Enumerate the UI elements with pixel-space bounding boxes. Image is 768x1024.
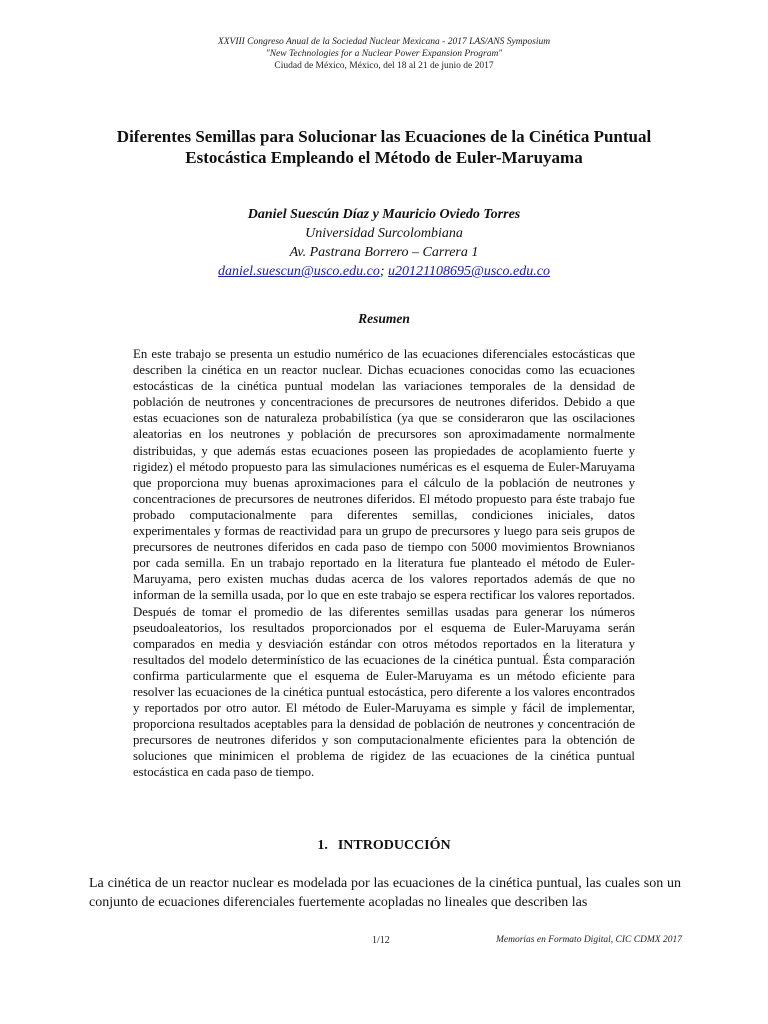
page-number: 1/12 [372,935,390,946]
author-block [60,205,708,281]
title-line-1: Diferentes Semillas para Solucionar las Ecuaciones de la Cinética Puntual [116,127,652,146]
paper-title [60,126,708,168]
author-address: Av. Pastrana Borrero – Carrera 1 [289,245,479,260]
author-affiliation: Universidad Surcolombiana [305,226,463,241]
section-title: INTRODUCCIÓN [337,838,451,853]
conference-location-date: Ciudad de México, México, del 18 al 21 de junio de 2017 [274,61,494,71]
email-separator: ; [379,264,385,279]
section-number: 1. [317,838,328,853]
abstract-heading: Resumen [358,311,410,326]
conference-header [0,36,768,72]
email-link-1[interactable]: daniel.suescun@usco.edu.co [218,264,380,279]
title-line-2: Estocástica Empleando el Método de Euler-Maruyama [185,148,583,167]
section-heading [0,838,768,854]
author-names: Daniel Suescún Díaz y Mauricio Oviedo Torres [247,207,521,222]
conference-theme: "New Technologies for a Nuclear Power Expansion Program" [265,49,503,59]
footer-source: Memorias en Formato Digital, CIC CDMX 2017 [495,935,682,945]
email-link-2[interactable]: u20121108695@usco.edu.co [388,264,550,279]
conference-name: XXVIII Congreso Anual de la Sociedad Nuclear Mexicana - 2017 LAS/ANS Symposium [217,37,551,47]
introduction-text: La cinética de un reactor nuclear es modelada por las ecuaciones de la cinética puntual, las cuales son un conjunto de ecuaciones diferenciales fuertemente acopladas no lineales que describen las [89,876,681,910]
author-emails [60,262,708,281]
abstract-text: En este trabajo se presenta un estudio numérico de las ecuaciones diferenciales estocásticas que describen la cinética en un reactor nuclear. Dichas ecuaciones conocidas como las ecuaciones estocásticas de la cinética puntual modelan las variaciones temporales de la densidad de población de neutrones y concentraciones de precursores de neutrones diferidos. Debido a que estas ecuaciones son de naturaleza probabilística (ya que se consideraron que las oscilaciones aleatorias en los neutrones y población de precursores son aproximadamente normalmente distribuidas, y que además estas ecuaciones poseen las propiedades de acoplamiento fuerte y rigidez) el método propuesto para las simulaciones numéricas es el esquema de Euler-Maruyama que proporciona muy buenas aproximaciones para el cálculo de la población de neutrones y concentraciones de precursores de neutrones diferidos. El método propuesto para éste trabajo fue probado computacionalmente para diferentes semillas, condiciones iniciales, datos experimentales y formas de reactividad para un grupo de precursores y luego para seis grupos de precursores de neutrones diferidos en cada paso de tiempo con 5000 movimientos Brownianos por cada semilla. En un trabajo reportado en la literatura fue planteado el método de Euler-Maruyama, pero existen muchas dudas acerca de los valores reportados además de que no informan de la semilla usada, por lo que en este trabajo se espera rectificar los valores reportados. Después de tomar el promedio de las diferentes semillas usadas para generar los números pseudoaleatorios, los resultados proporcionados por el esquema de Euler-Maruyama serán comparados en media y desviación estándar con otros métodos reportados en la literatura y resultados del modelo determinístico de las ecuaciones de la cinética puntual. Ésta comparación confirma particularmente que el esquema de Euler-Maruyama es un método eficiente para resolver las ecuaciones de la cinética puntual estocástica, pero diferente a los valores encontrados y reportados por otro autor. El método de Euler-Maruyama es simple y fácil de implementar, proporciona resultados aceptables para la densidad de población de neutrones y concentración de precursores de neutrones diferidos y son computacionalmente eficientes para la obtención de soluciones que minimicen el problema de rigidez de las ecuaciones de la cinética puntual estocástica en cada paso de tiempo. [133,347,635,780]
